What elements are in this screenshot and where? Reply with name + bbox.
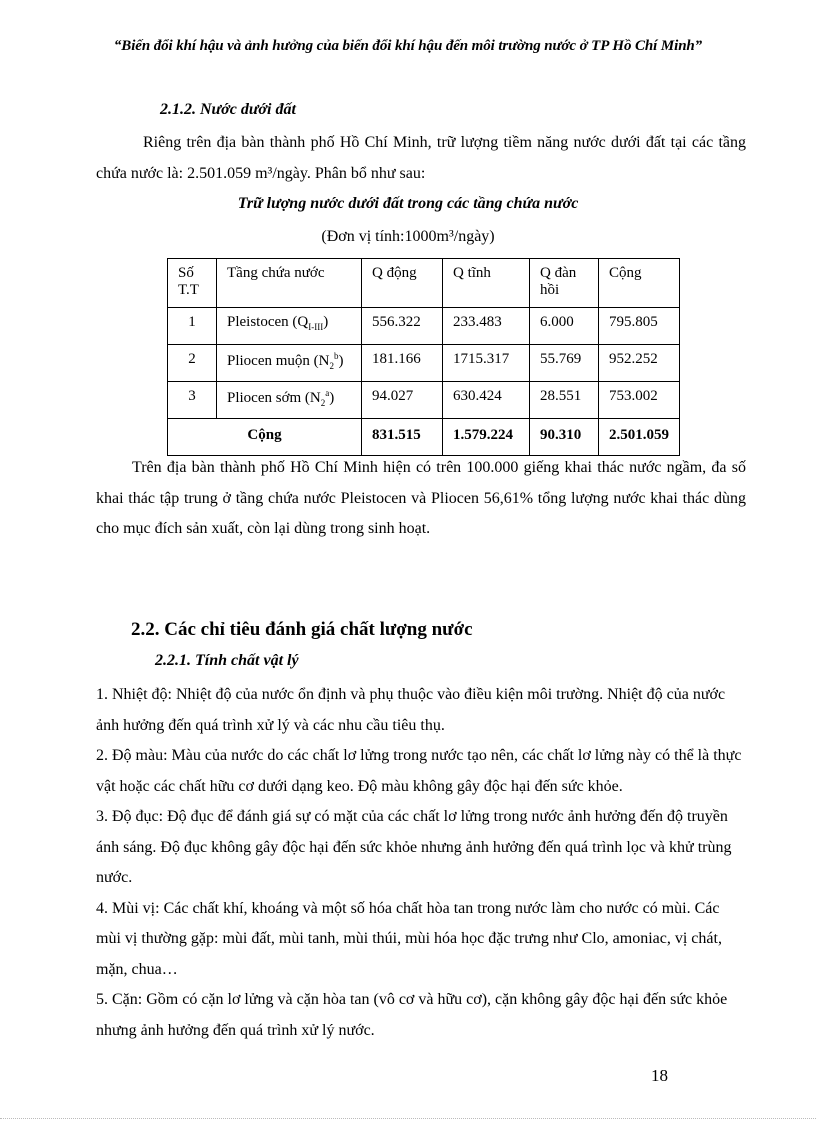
header-q-dan-hoi: Q đàn hồi	[530, 259, 599, 308]
cell-layer: Pleistocen $(Q_{I-III})$	[217, 308, 362, 345]
list-item: 4. Mùi vị: Các chất khí, khoáng và một số hóa chất hòa tan trong nước làm cho nước có mùi. Các mùi vị thường gặp: mùi đất, mùi tanh, mùi thúi, mùi hóa học đặc trưng như Clo, amoniac, vị chát, mặn, chua…	[96, 899, 722, 978]
list-item: 1. Nhiệt độ: Nhiệt độ của nước ổn định và phụ thuộc vào điều kiện môi trường. Nhiệt độ của nước ảnh hưởng đến quá trình xử lý và các nhu cầu tiêu thụ.	[96, 686, 726, 734]
cell-cong: 795.805	[599, 308, 680, 345]
section-heading-2-2: 2.2. Các chỉ tiêu đánh giá chất lượng nước	[131, 619, 473, 640]
cell-stt: 1	[168, 308, 217, 345]
cell-q-dong: 181.166	[362, 345, 443, 382]
cell-cong: 952.252	[599, 345, 680, 382]
cell-q-dong: 94.027	[362, 382, 443, 419]
table-unit: (Đơn vị tính:1000m³/ngày)	[321, 228, 495, 245]
after-table-text: Trên địa bàn thành phố Hồ Chí Minh hiện có trên 100.000 giếng khai thác nước ngầm, đa số khai thác tập trung ở tầng chứa nước Pleistocen và Pliocen 56,61% tổng lượng nước khai thác dùng cho mục đích sản xuất, còn lại dùng trong sinh hoạt.	[96, 459, 746, 537]
page-number: 18	[651, 1066, 668, 1085]
table-title: Trữ lượng nước dưới đất trong các tầng chứa nước	[237, 195, 579, 212]
cell-q-tinh: 1715.317	[443, 345, 530, 382]
cell-layer: Pliocen muộn $(N_2^b)$	[217, 345, 362, 382]
cell-q-tinh: 233.483	[443, 308, 530, 345]
header-q-dong: Q động	[362, 259, 443, 308]
cell-q-dong: 556.322	[362, 308, 443, 345]
table-total-row	[168, 419, 680, 456]
cell-q-tinh: 630.424	[443, 382, 530, 419]
header-stt: Số T.T	[168, 259, 217, 308]
cell-stt: 3	[168, 382, 217, 419]
cell-q-dan-hoi: 55.769	[530, 345, 599, 382]
section-heading-2-2-1: 2.2.1. Tính chất vật lý	[155, 652, 299, 669]
cell-layer: Pliocen sớm $(N_2^a)$	[217, 382, 362, 419]
table-header-row	[168, 259, 680, 308]
cell-total-label: Cộng	[168, 419, 362, 456]
groundwater-table	[167, 258, 680, 456]
footer-divider	[0, 1118, 816, 1119]
cell-stt: 2	[168, 345, 217, 382]
section-heading-2-1-2: 2.1.2. Nước dưới đất	[160, 101, 296, 118]
list-item: 5. Cặn: Gồm có cặn lơ lửng và cặn hòa tan (vô cơ và hữu cơ), cặn không gây độc hại đến sức khỏe nhưng ảnh hưởng đến quá trình xử lý nước.	[96, 991, 728, 1039]
after-table-paragraph	[96, 453, 746, 545]
table-row	[168, 308, 680, 345]
header-q-tinh: Q tĩnh	[443, 259, 530, 308]
page-header-title: “Biến đổi khí hậu và ảnh hưởng của biến đổi khí hậu đến môi trường nước ở TP Hồ Chí Minh”	[113, 38, 703, 54]
cell-total-q-dan-hoi: 90.310	[530, 419, 599, 456]
intro-text: Riêng trên địa bàn thành phố Hồ Chí Minh, trữ lượng tiềm năng nước dưới đất tại các tầng chứa nước là: 2.501.059 m³/ngày. Phân bổ như sau:	[96, 134, 746, 182]
list-item: 2. Độ màu: Màu của nước do các chất lơ lửng trong nước tạo nên, các chất lơ lửng này có thể là thực vật hoặc các chất hữu cơ dưới dạng keo. Độ màu không gây độc hại đến sức khỏe.	[96, 747, 742, 795]
cell-total-q-dong: 831.515	[362, 419, 443, 456]
header-layer: Tầng chứa nước	[217, 259, 362, 308]
list-item: 3. Độ đục: Độ đục để đánh giá sự có mặt của các chất lơ lửng trong nước ảnh hưởng đến độ truyền ánh sáng. Độ đục không gây độc hại đến sức khỏe nhưng ảnh hưởng đến quá trình lọc và khử trùng nước.	[96, 808, 732, 886]
intro-paragraph	[96, 128, 746, 189]
header-cong: Cộng	[599, 259, 680, 308]
cell-q-dan-hoi: 28.551	[530, 382, 599, 419]
cell-cong: 753.002	[599, 382, 680, 419]
cell-total-q-tinh: 1.579.224	[443, 419, 530, 456]
table-row	[168, 382, 680, 419]
physical-properties-list	[96, 680, 746, 1046]
table-row	[168, 345, 680, 382]
cell-total-cong: 2.501.059	[599, 419, 680, 456]
cell-q-dan-hoi: 6.000	[530, 308, 599, 345]
